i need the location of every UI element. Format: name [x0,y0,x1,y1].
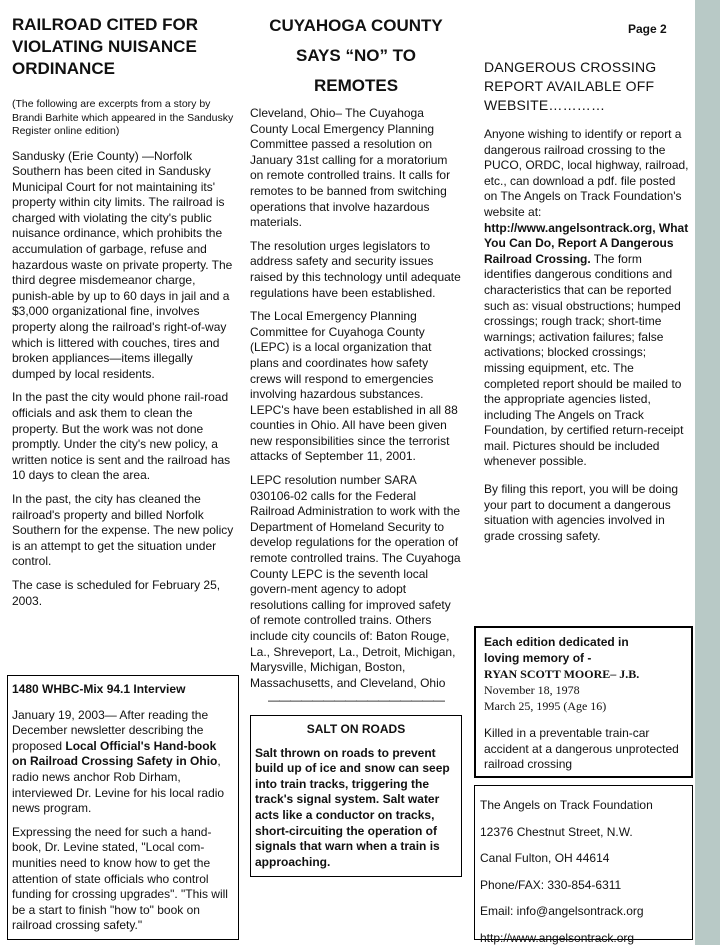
left-article [12,14,234,617]
middle-paragraph: The resolution urges legislators to address safety and security issues raised by this technology until adequate regulations have been established. [250,238,461,300]
website-url[interactable]: http://www.angelsontrack.org [480,930,635,945]
handbook-title: Local Official's Hand-book on Railroad Crossing Safety in Ohio [12,738,218,769]
city-state-zip: Canal Fulton, OH 44614 [480,851,610,866]
org-name: The Angels on Track Foundation [480,798,653,812]
middle-article [250,14,462,877]
section-divider: ———————————————— [268,693,444,708]
middle-paragraph: LEPC resolution number SARA 030106-02 calls for the Federal Railroad Administration to work with the Department of Homeland Security to develop regulations for the operation of remote controlled trains. The Cuyahoga County LEPC is the seventh local govern-ment agency to adopt resolutions calling for improved safety of remote controlled trains. Others include city councils of: Baton Rouge, La., Shreveport, La., Detroit, Michigan, Marysville, Michigan, Boston, Massachusetts, and Cleveland, Ohio [250,473,461,690]
interview-box [7,675,239,940]
memorial-text: Killed in a preventable train-car accident at a dangerous unprotected railroad crossing [484,726,679,772]
website-link[interactable]: http://www.angelsontrack.org, What You Can Do, Report A Dangerous Railroad Crossing. [484,220,689,266]
memorial-box [474,626,693,778]
right-article [484,58,689,552]
left-paragraph: In the past, the city has cleaned the railroad's property and billed Norfolk Southern for the expense. The new policy is an attempt to get the situation under control. [12,491,234,569]
middle-headline-line-1: CUYAHOGA COUNTY [269,16,443,35]
left-headline: RAILROAD CITED FOR VIOLATING NUISANCE ORDINANCE [12,15,199,78]
interview-title: 1480 WHBC-Mix 94.1 Interview [12,682,186,696]
salt-box [250,715,462,877]
salt-text: Salt thrown on roads to prevent build up of ice and snow can seep into train tracks, triggering the track's signal system. Salt water acts like a conductor on tracks, short-circuiting the operation of signals that warn when a train is approaching. [255,745,450,869]
middle-headline-line-3: REMOTES [313,76,399,95]
middle-paragraph: The Local Emergency Planning Committee for Cuyahoga County (LEPC) is a local organization that plans and coordinates how safety crews will respond to emergencies involving hazardous substances. LEPC's have been established in all 88 counties in Ohio. All have been given new responsibilities since the terrorist attacks of September 11, 2001. [250,309,458,464]
right-headline: DANGEROUS CROSSING REPORT AVAILABLE OFF WEBSITE………… [484,59,657,113]
right-paragraph-1 [484,127,689,470]
right-paragraph-2: By filing this report, you will be doing your part to document a dangerous situation with agencies involved in grade crossing safety. [484,482,679,543]
memorial-name: RYAN SCOTT MOORE– J.B. [484,667,640,681]
phone-fax: Phone/FAX: 330-854-6311 [480,877,622,892]
page-side-bar [695,0,720,945]
interview-text: January 19, 2003— After reading the December newsletter describing the proposed [12,707,209,753]
memorial-line-2: loving memory of - [484,651,592,665]
page-number: Page 2 [628,22,667,36]
memorial-birth-date: November 18, 1978 [484,683,580,697]
interview-paragraph-1 [12,708,234,817]
memorial-death-date: March 25, 1995 (Age 16) [484,699,607,713]
email-address[interactable]: Email: info@angelsontrack.org [480,904,644,919]
salt-title: SALT ON ROADS [306,721,406,736]
middle-headline-line-2: SAYS “NO” TO [296,46,416,65]
left-paragraph: In the past the city would phone rail-road officials and ask them to clean the property. But the work was not done promptly. Under the city's new policy, a written notice is sent and the railroad has 10 days to clean the area. [12,390,231,483]
left-paragraph: The case is scheduled for February 25, 2003. [12,577,221,608]
source-note: (The following are excerpts from a story by Brandi Barhite which appeared in the Sandusky Register online edition) [12,98,234,137]
right-text: The form identifies dangerous conditions and characteristics that can be reported such as: visual obstructions; humped crossings; rough track; short-time warnings; activation failures; false activations; blocked crossings; missing equipment, etc. The completed report should be mailed to the appropriate agencies listed, including The Angels on Track Foundation, by certified return-receipt mail. Pictures should be included whenever possible. [484,251,684,469]
middle-paragraph: Cleveland, Ohio– The Cuyahoga County Local Emergency Planning Committee passed a resolution on January 31st calling for a moratorium on remote controlled trains. It calls for remotes to be banned from switching operations that involve hazardous materials. [250,106,451,230]
interview-text: , radio news anchor Rob Dirham, interviewed Dr. Levine for his local radio news program. [12,754,225,816]
memorial-line-1: Each edition dedicated in [484,635,629,649]
street-address: 12376 Chestnut Street, N.W. [480,824,633,839]
contact-box [474,785,693,945]
right-text: Anyone wishing to identify or report a dangerous railroad crossing to the PUCO, ORDC, local highway, railroad, etc., can download a pdf. file posted on The Angels on Track Foundation's website at: [484,127,689,219]
left-paragraph: Sandusky (Erie County) —Norfolk Southern has been cited in Sandusky Municipal Court for not maintaining its' property within city limits. The railroad is charged with violating the city's public nuisance ordinance, which prohibits the accumulation of garbage, refuse and hazardous waste on private property. The third degree misdemeanor charge, punish-able by up to 60 days in jail and a $3,000 organizational fine, involves property along the railroad's right-of-way which is littered with couches, tires and broken appliances—items illegally dumped by local residents. [12,148,233,381]
interview-paragraph-2: Expressing the need for such a hand-book, Dr. Levine stated, "Local com-munities need to know how to get the attention of state officials who control funding for crossing upgrades". "This will be a start to finish "how to" book on railroad crossing safety." [12,824,228,933]
